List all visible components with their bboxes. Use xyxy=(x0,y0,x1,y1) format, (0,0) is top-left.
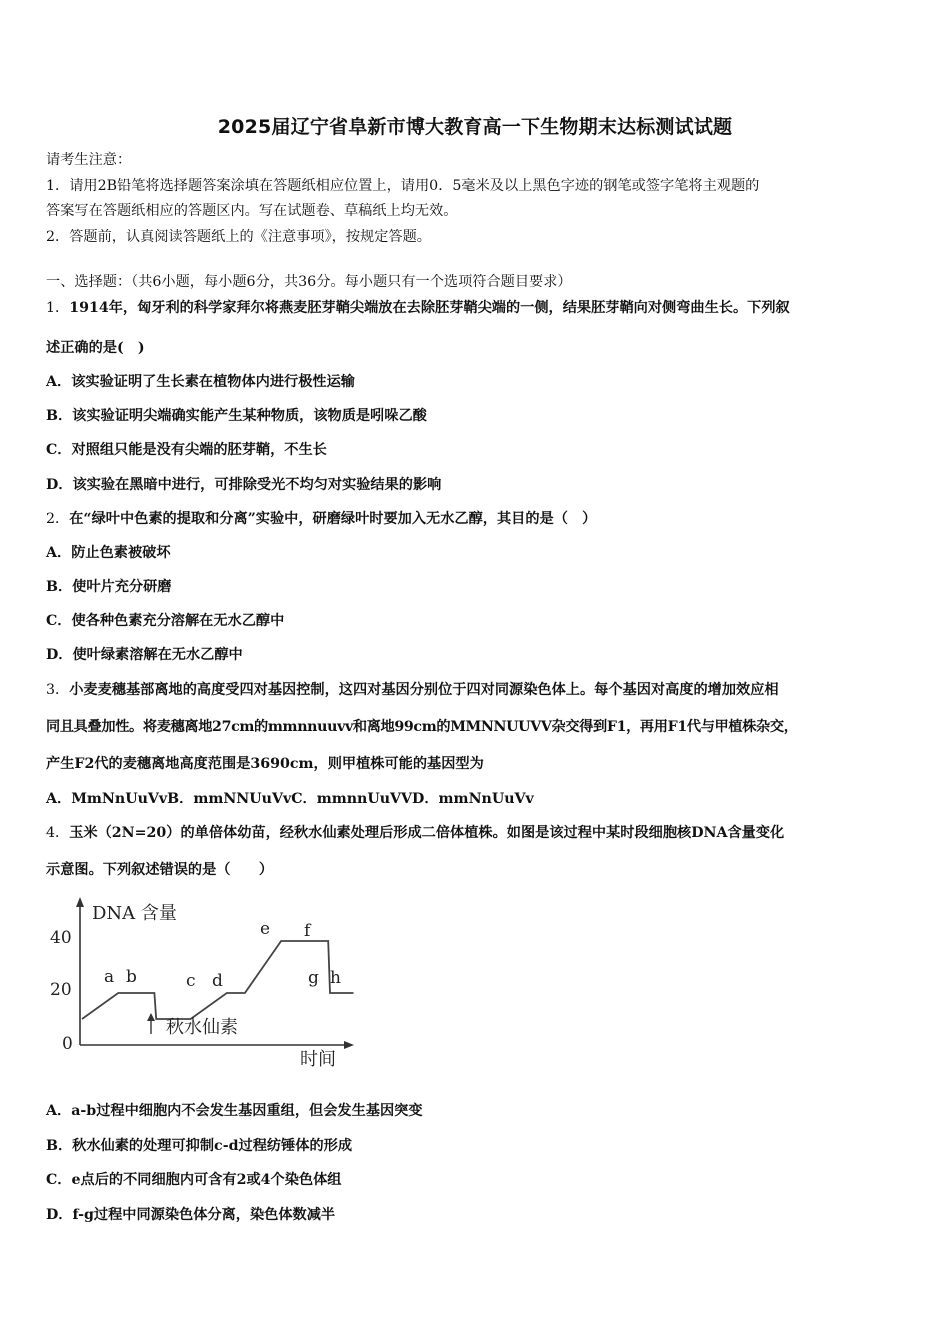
question-2-option-c: C．使各种色素充分溶解在无水乙醇中 xyxy=(46,613,285,629)
question-2-option-d: D．使叶绿素溶解在无水乙醇中 xyxy=(46,647,243,663)
question-1-option-a: A．该实验证明了生长素在植物体内进行极性运输 xyxy=(46,374,355,390)
notice-item-1-line-1: 1．请用2B铅笔将选择题答案涂填在答题纸相应位置上，请用0．5毫米及以上黑色字迹的钢笔或签字笔将主观题的 xyxy=(46,178,760,194)
dna-content-chart xyxy=(40,893,370,1083)
point-label-f: f xyxy=(304,921,311,941)
question-1-option-d: D．该实验在黑暗中进行，可排除受光不均匀对实验结果的影响 xyxy=(46,477,442,493)
question-1-stem-line-2: 述正确的是( ) xyxy=(46,340,145,356)
question-2-number: 2． xyxy=(46,511,70,527)
question-4-stem xyxy=(46,823,916,843)
section-heading: 一、选择题：（共6小题，每小题6分，共36分。每小题只有一个选项符合题目要求） xyxy=(46,274,572,290)
notice-item-1-line-2: 答案写在答题纸相应的答题区内。写在试题卷、草稿纸上均无效。 xyxy=(46,203,458,219)
question-1-option-b: B．该实验证明尖端确实能产生某种物质，该物质是吲哚乙酸 xyxy=(46,408,427,424)
point-label-g: g xyxy=(308,968,319,988)
point-label-d: d xyxy=(212,971,223,991)
point-label-a: a xyxy=(104,967,115,987)
question-1-stem-line-1: 1914年，匈牙利的科学家拜尔将燕麦胚芽鞘尖端放在去除胚芽鞘尖端的一侧，结果胚芽鞘向对侧弯曲生长。下列叙 xyxy=(69,300,790,316)
colchicine-arrow-head-icon xyxy=(147,1013,155,1021)
x-axis-arrow-icon xyxy=(344,1041,354,1049)
y-axis-label: DNA 含量 xyxy=(92,903,177,924)
question-3-stem-line-2: 同且具叠加性。将麦穗离地27cm的mmnnuuvv和离地99cm的MMNNUUVV杂交得到F1，再用F1代与甲植株杂交， xyxy=(46,719,798,735)
question-1-option-c: C．对照组只能是没有尖端的胚芽鞘，不生长 xyxy=(46,442,327,458)
question-2-stem xyxy=(46,509,916,529)
question-3-number: 3． xyxy=(46,682,70,698)
question-4-stem-line-1: 玉米（2N=20）的单倍体幼苗，经秋水仙素处理后形成二倍体植株。如图是该过程中某时段细胞核DNA含量变化 xyxy=(69,825,785,841)
question-2-stem-line-1: 在“绿叶中色素的提取和分离”实验中，研磨绿叶时要加入无水乙醇，其目的是（ ） xyxy=(69,511,597,527)
x-axis-label: 时间 xyxy=(300,1049,336,1070)
question-4-option-c: C．e点后的不同细胞内可含有2或4个染色体组 xyxy=(46,1172,342,1188)
point-label-b: b xyxy=(126,967,137,987)
question-1-stem xyxy=(46,298,916,318)
y-tick-20: 20 xyxy=(50,980,72,1000)
y-tick-0: 0 xyxy=(62,1034,73,1054)
notice-item-2: 2．答题前，认真阅读答题纸上的《注意事项》，按规定答题。 xyxy=(46,229,431,245)
y-axis-arrow-icon xyxy=(76,897,84,907)
y-tick-40: 40 xyxy=(50,928,72,948)
page-title: 2025届辽宁省阜新市博大教育高一下生物期末达标测试试题 xyxy=(217,116,733,138)
question-3-stem xyxy=(46,680,916,700)
question-4-option-b: B．秋水仙素的处理可抑制c-d过程纺锤体的形成 xyxy=(46,1138,353,1154)
question-3-stem-line-3: 产生F2代的麦穗离地高度范围是3690cm，则甲植株可能的基因型为 xyxy=(46,756,484,772)
point-label-e: e xyxy=(260,919,271,939)
question-1-number: 1． xyxy=(46,300,70,316)
question-2-option-a: A．防止色素被破坏 xyxy=(46,545,171,561)
colchicine-annotation: 秋水仙素 xyxy=(166,1017,238,1038)
question-4-option-d: D．f-g过程中同源染色体分离，染色体数减半 xyxy=(46,1207,336,1223)
question-4-stem-line-2: 示意图。下列叙述错误的是（ ） xyxy=(46,862,274,878)
point-label-c: c xyxy=(186,971,196,991)
question-3-stem-line-1: 小麦麦穗基部离地的高度受四对基因控制，这四对基因分别位于四对同源染色体上。每个基因对高度的增加效应相 xyxy=(69,682,779,698)
notice-heading: 请考生注意： xyxy=(46,152,132,168)
question-3-option-row: A．MmNnUuVvB．mmNNUuVvC．mmnnUuVVD．mmNnUuVv xyxy=(46,791,534,807)
question-4-option-a: A．a-b过程中细胞内不会发生基因重组，但会发生基因突变 xyxy=(46,1103,423,1119)
question-2-option-b: B．使叶片充分研磨 xyxy=(46,579,172,595)
question-4-number: 4． xyxy=(46,825,70,841)
point-label-h: h xyxy=(330,968,341,988)
